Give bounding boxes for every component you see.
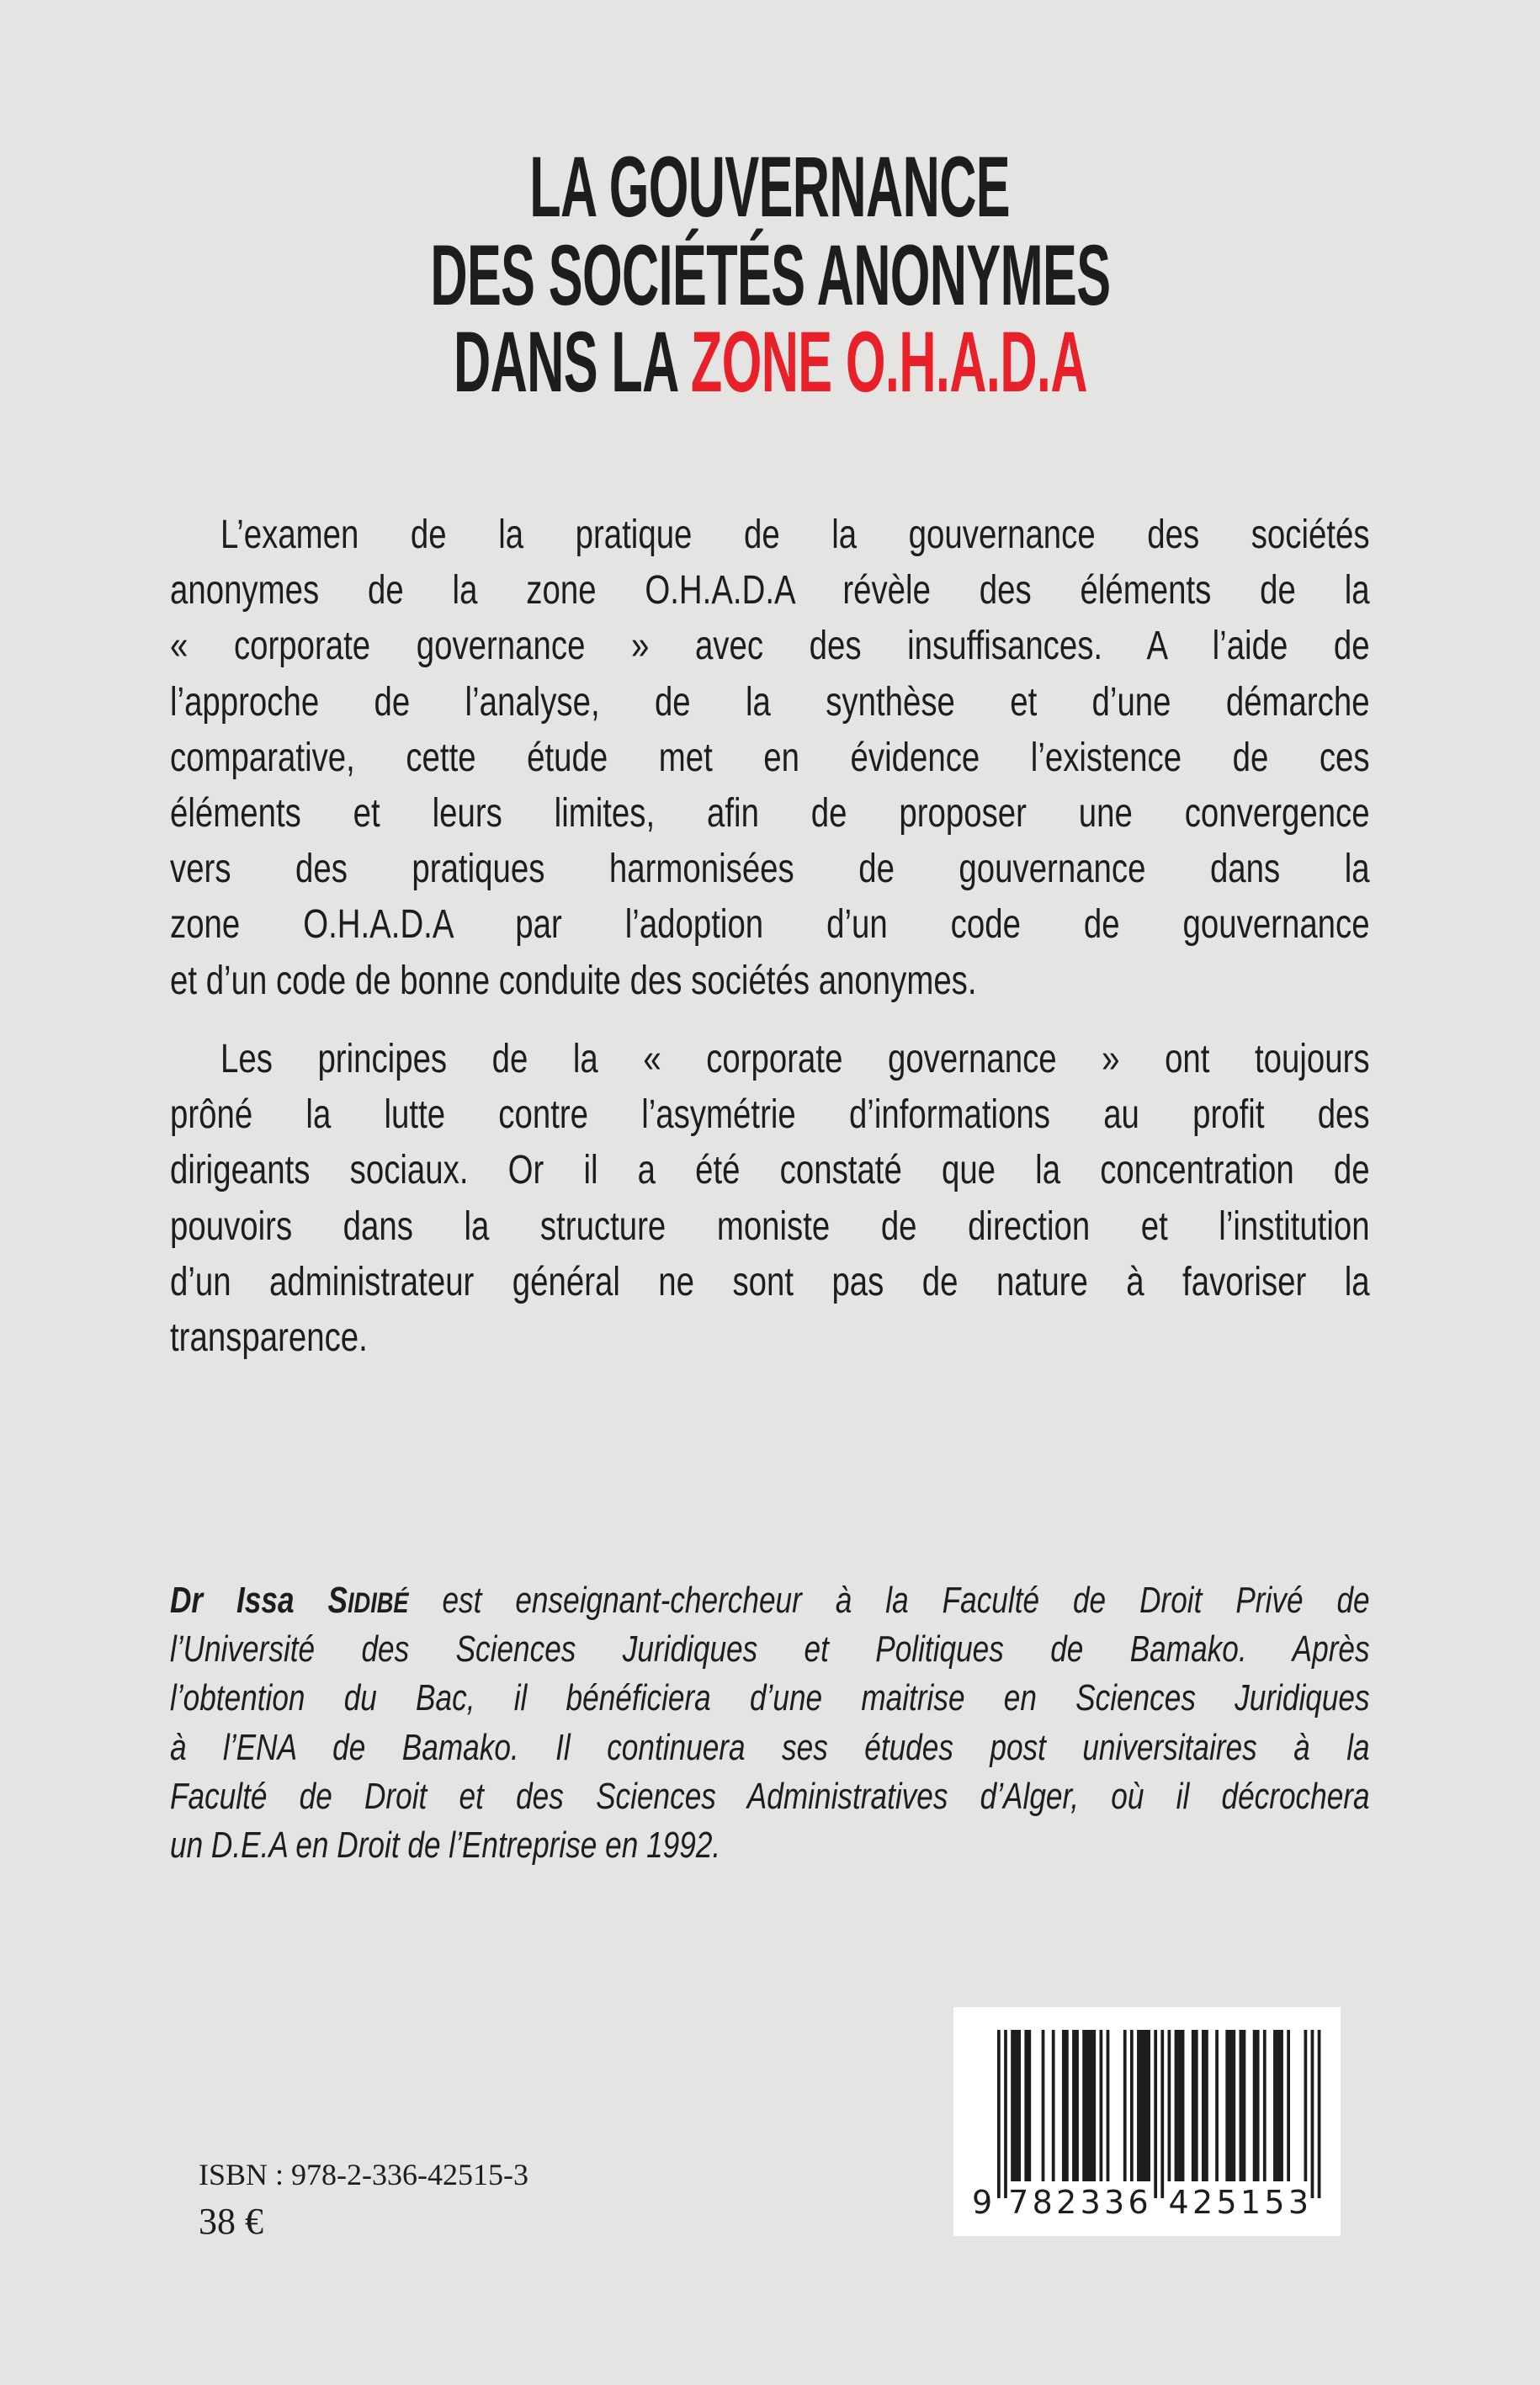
bio-line: Faculté de Droit et des Sciences Administratives d’Alger, où il décrochera — [170, 1775, 1370, 1817]
summary-line: « corporate governance » avec des insuffisances. A l’aide de — [170, 624, 1370, 669]
summary-line: éléments et leurs limites, afin de proposer une convergence — [170, 791, 1370, 836]
summary-line: et d’un code de bonne conduite des sociétés anonymes. — [170, 958, 977, 1003]
summary-line: pouvoirs dans la structure moniste de direction et l’institution — [170, 1203, 1370, 1249]
author-name: Dr Issa SIDIBÉ — [170, 1580, 409, 1621]
title-line-2: DES SOCIÉTÉS ANONYMES — [429, 227, 1111, 323]
title-line-3-black: DANS LA — [453, 314, 691, 410]
summary-line: l’approche de l’analyse, de la synthèse et d’une démarche — [170, 679, 1370, 725]
summary-line: zone O.H.A.D.A par l’adoption d’un code de gouvernance — [170, 902, 1370, 948]
barcode — [953, 2007, 1341, 2236]
summary-line: Les principes de la « corporate governance » ont toujours — [220, 1037, 1370, 1081]
svg-text:782336: 782336 — [1008, 2184, 1153, 2221]
bio-line: l’obtention du Bac, il bénéficiera d’une maitrise en Sciences Juridiques — [170, 1677, 1370, 1719]
price: 38 € — [199, 2201, 263, 2242]
bio-line: Dr Issa SIDIBÉ est enseignant-chercheur à la Faculté de Droit Privé de — [170, 1580, 1370, 1621]
summary-line: dirigeants sociaux. Or il a été constaté que la concentration de — [170, 1148, 1370, 1193]
bio-line: un D.E.A en Droit de l’Entreprise en 1992. — [170, 1825, 721, 1866]
summary-line: transparence. — [170, 1315, 368, 1360]
summary-line: d’un administrateur général ne sont pas de nature à favoriser la — [170, 1259, 1370, 1304]
title-highlight-zone-ohada: ZONE O.H.A.D.A — [690, 314, 1087, 410]
summary-line: comparative, cette étude met en évidence l’existence de ces — [170, 735, 1370, 780]
summary-line: anonymes de la zone O.H.A.D.A révèle des éléments de la — [170, 568, 1370, 614]
barcode-icon — [953, 2007, 1341, 2236]
bio-line: à l’ENA de Bamako. Il continuera ses études post universitaires à la — [170, 1726, 1370, 1768]
title-line-3 — [0, 314, 1540, 410]
summary-line: prôné la lutte contre l’asymétrie d’informations au profit des — [170, 1092, 1370, 1138]
svg-text:425153: 425153 — [1168, 2184, 1313, 2221]
summary-line: L’examen de la pratique de la gouvernance des sociétés — [220, 513, 1370, 557]
title-line-1: LA GOUVERNANCE — [529, 139, 1011, 235]
isbn-number: ISBN : 978-2-336-42515-3 — [199, 2158, 528, 2191]
bio-line: l’Université des Sciences Juridiques et Politiques de Bamako. Après — [170, 1628, 1370, 1671]
svg-text:9: 9 — [972, 2184, 996, 2221]
summary-line: vers des pratiques harmonisées de gouvernance dans la — [170, 847, 1370, 892]
